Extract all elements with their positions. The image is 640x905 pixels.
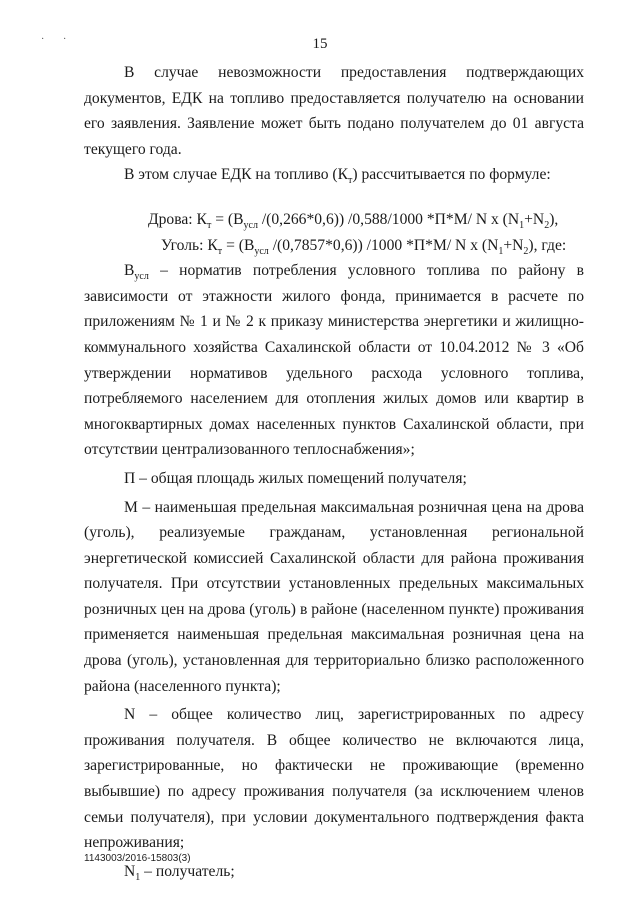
- page-number: 15: [312, 36, 328, 52]
- paragraph-formula-intro: В этом случае ЕДК на топливо $(К_т)$ рассчитывается по формуле:: [124, 166, 551, 187]
- definition-p: П – общая площадь жилых помещений получателя;: [124, 469, 467, 487]
- document-footer-id: 1143003/2016-15803(3): [84, 853, 191, 864]
- definition-m: М – наименьшая предельная максимальная розничная цена на дрова (уголь), реализуемые гражданам, установленная региональной энергетической комиссией Сахалинской области для района проживания получателя. При отсутствии установленных предельных максимальных розничных цен на дрова (уголь) в районе (населенном пункте) проживания применяется наименьшая предельная максимальная розничная цена на дрова (уголь), установленная для территориально близко расположенного района (населенного пункта);: [84, 498, 584, 695]
- formula-firewood: Дрова: $К_т = (В_{усл}$ /(0,266*0,6)) /0,588/1000 *П*М/ N x $(N_1+N_2)$,: [148, 210, 559, 232]
- definition-v-usl: $В_{усл}$ – норматив потребления условного топлива по району в зависимости от этажности жилого фонда, принимается в расчете по приложениям № 1 и № 2 к приказу министерства энергетики и жилищно-коммунального хозяйства Сахалинской области от 10.04.2012 № 3 «Об утверждении нормативов удельного расхода условного топлива, потребляемого населением для отопления жилых домов или квартир в многоквартирных домах населенных пунктов Сахалинской области, при отсутствии централизованного теплоснабжения»;: [84, 262, 584, 459]
- scan-speck: ·: [63, 34, 67, 45]
- document-body: [84, 60, 584, 884]
- formula-coal: Уголь: $К_т = (В_{усл}$ /(0,7857*0,6)) /1000 *П*М/ N x $(N_1+N_2)$, где:: [161, 236, 567, 257]
- definition-n: N – общее количество лиц, зарегистрированных по адресу проживания получателя. В общее количество не включаются лица, зарегистрированные, но фактически не проживающие (временно выбывшие) по адресу проживания получателя (за исключением членов семьи получателя), при условии документального подтверждения факта непроживания;: [84, 706, 584, 852]
- paragraph-no-documents: В случае невозможности предоставления подтверждающих документов, ЕДК на топливо предоставляется получателю на основании его заявления. Заявление может быть подано получателем до 01 августа текущего года.: [84, 64, 584, 158]
- scan-speck: ·: [41, 34, 45, 45]
- definition-n1: $N_1$ – получатель;: [124, 862, 235, 883]
